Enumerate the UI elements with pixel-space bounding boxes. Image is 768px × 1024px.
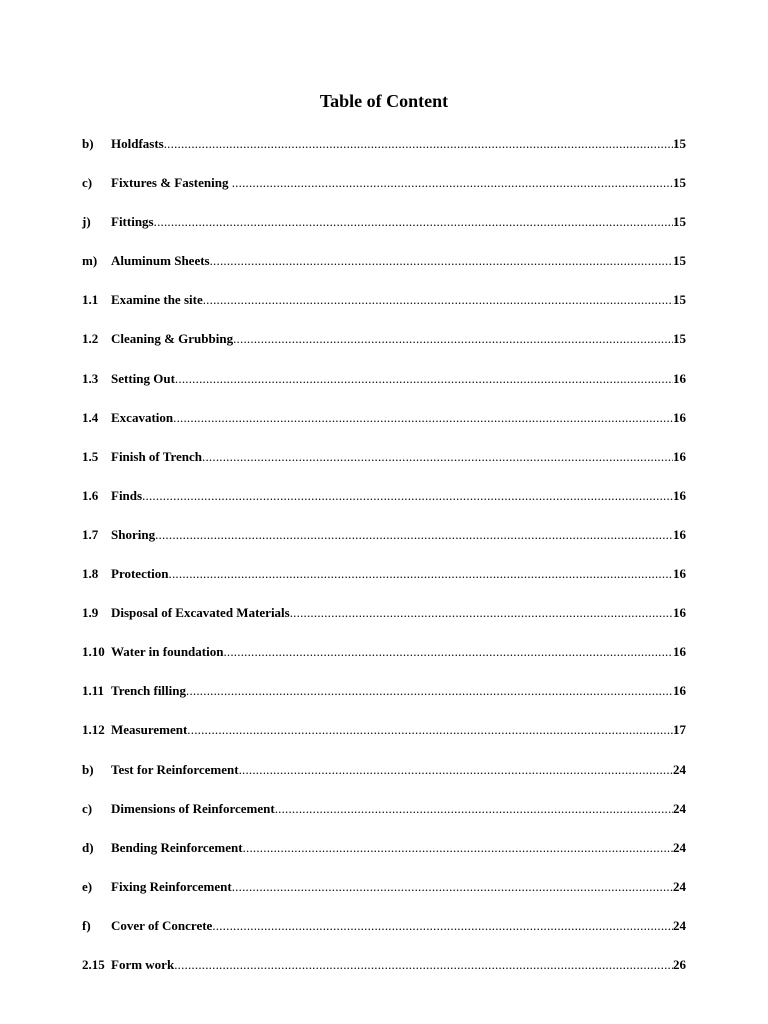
toc-entry-page: 16 (673, 409, 686, 425)
dot-leader (174, 953, 673, 977)
toc-entry-page: 24 (673, 800, 686, 816)
toc-entry-number: b) (82, 761, 94, 777)
toc-entry-page: 17 (673, 722, 686, 738)
toc-entry-number: b) (82, 136, 94, 151)
toc-entry[interactable] (82, 406, 686, 445)
toc-entry-label: Setting Out (111, 370, 175, 386)
toc-entry-label: Fittings (111, 214, 154, 230)
toc-entry-page: 24 (673, 917, 686, 933)
toc-entry-number: e) (82, 878, 93, 894)
toc-entry-number: 1.2 (82, 331, 99, 347)
toc-entry-label: Form work (111, 956, 175, 972)
toc-entry-page: 15 (673, 175, 686, 191)
toc-entry-page: 16 (673, 605, 686, 621)
toc-entry-page: 16 (673, 683, 686, 699)
toc-entry-page: 24 (673, 839, 686, 855)
toc-entry-page: 15 (673, 214, 686, 230)
dot-leader (203, 288, 673, 312)
toc-entry-number: 1.12 (82, 722, 105, 738)
dot-leader (232, 875, 673, 899)
toc-entry[interactable] (82, 797, 686, 836)
toc-entry-label: Holdfasts (111, 136, 164, 151)
toc-entry[interactable] (82, 836, 686, 875)
toc-entry-page: 16 (673, 487, 686, 503)
toc-entry-label: Excavation (111, 409, 174, 425)
dot-leader (290, 601, 673, 625)
toc-entry-label: Aluminum Sheets (111, 253, 210, 269)
toc-entry-page: 15 (673, 253, 686, 269)
toc-entry-number: 1.10 (82, 644, 105, 660)
page-title: Table of Content (319, 91, 449, 111)
toc-entry-number: 1.8 (82, 566, 99, 582)
toc-entry[interactable] (82, 640, 686, 679)
toc-entry-page: 16 (673, 448, 686, 464)
toc-entry[interactable] (82, 171, 686, 210)
toc-entry[interactable] (82, 249, 686, 288)
dot-leader (223, 640, 673, 664)
toc-entry-number: 1.1 (82, 292, 99, 308)
toc-entry-number: 1.11 (82, 683, 105, 699)
toc-entry-page: 15 (673, 292, 686, 308)
toc-entry-page: 15 (673, 136, 686, 151)
toc-entry-label: Fixtures & Fastening (111, 175, 232, 191)
toc-list (82, 132, 686, 992)
toc-entry[interactable] (82, 758, 686, 797)
toc-entry[interactable] (82, 914, 686, 953)
dot-leader (187, 718, 673, 742)
dot-leader (186, 679, 673, 703)
toc-entry-label: Cleaning & Grubbing (111, 331, 234, 347)
dot-leader (275, 797, 673, 821)
toc-entry-page: 24 (673, 761, 686, 777)
dot-leader (142, 484, 673, 508)
toc-entry-number: d) (82, 839, 94, 855)
toc-entry-number: 1.6 (82, 487, 99, 503)
dot-leader (233, 327, 673, 351)
toc-entry[interactable] (82, 327, 686, 366)
toc-entry-page: 26 (673, 956, 686, 972)
toc-entry-label: Bending Reinforcement (111, 839, 243, 855)
toc-entry-number: c) (82, 175, 93, 191)
toc-entry-number: m) (82, 253, 98, 269)
toc-entry-label: Test for Reinforcement (111, 761, 239, 777)
toc-entry-label: Dimensions of Reinforcement (111, 800, 275, 816)
dot-leader (202, 445, 673, 469)
toc-entry-label: Examine the site (111, 292, 203, 308)
dot-leader (175, 367, 673, 391)
toc-entry-label: Shoring (111, 526, 156, 542)
toc-entry-page: 16 (673, 566, 686, 582)
toc-entry[interactable] (82, 601, 686, 640)
toc-entry[interactable] (82, 288, 686, 327)
toc-entry-number: 1.9 (82, 605, 99, 621)
dot-leader (239, 758, 673, 782)
dot-leader (210, 249, 673, 273)
toc-entry-page: 16 (673, 526, 686, 542)
dot-leader (154, 210, 673, 234)
toc-entry-label: Disposal of Excavated Materials (111, 605, 290, 621)
toc-entry-label: Water in foundation (111, 644, 224, 660)
toc-entry-number: 2.15 (82, 956, 105, 972)
toc-entry-number: f) (82, 917, 91, 933)
toc-entry-label: Protection (111, 566, 169, 582)
toc-entry[interactable] (82, 132, 686, 171)
toc-entry-page: 16 (673, 370, 686, 386)
toc-entry-label: Fixing Reinforcement (111, 878, 232, 894)
toc-entry[interactable] (82, 953, 686, 992)
dot-leader (232, 171, 673, 195)
dot-leader (155, 523, 673, 547)
toc-entry[interactable] (82, 210, 686, 249)
toc-entry-label: Cover of Concrete (111, 917, 213, 933)
dot-leader (243, 836, 673, 860)
toc-entry-page: 16 (673, 644, 686, 660)
dot-leader (169, 562, 673, 586)
toc-entry-number: 1.7 (82, 526, 99, 542)
toc-entry-label: Measurement (111, 722, 188, 738)
dot-leader (164, 132, 673, 156)
toc-entry[interactable] (82, 445, 686, 484)
toc-entry[interactable] (82, 523, 686, 562)
toc-entry-number: 1.3 (82, 370, 99, 386)
toc-entry-label: Finish of Trench (111, 448, 203, 464)
toc-entry-page: 24 (673, 878, 686, 894)
dot-leader (212, 914, 673, 938)
toc-entry-number: 1.5 (82, 448, 99, 464)
toc-entry-label: Trench filling (111, 683, 186, 699)
toc-entry[interactable] (82, 679, 686, 718)
toc-entry[interactable] (82, 484, 686, 523)
toc-entry[interactable] (82, 875, 686, 914)
toc-entry[interactable] (82, 562, 686, 601)
dot-leader (173, 406, 673, 430)
toc-entry[interactable] (82, 367, 686, 406)
toc-entry-number: j) (82, 214, 91, 230)
toc-entry-number: 1.4 (82, 409, 99, 425)
toc-entry-label: Finds (111, 487, 143, 503)
toc-entry-page: 15 (673, 331, 686, 347)
toc-entry-number: c) (82, 800, 93, 816)
toc-entry[interactable] (82, 718, 686, 757)
